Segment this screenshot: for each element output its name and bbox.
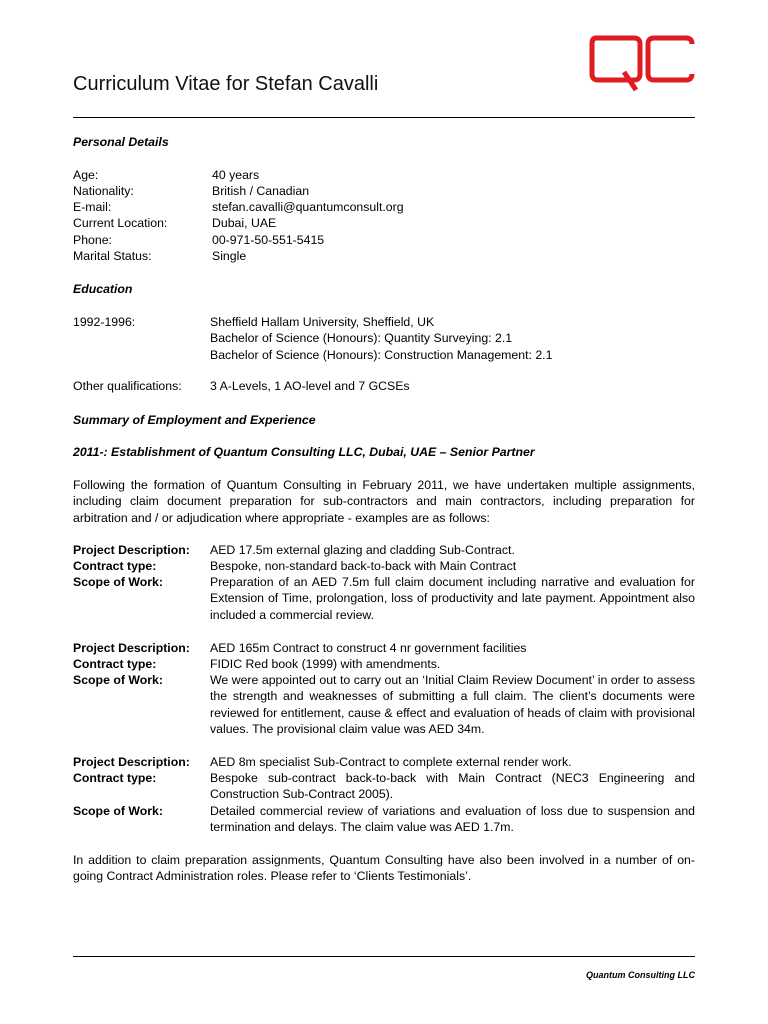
page-title: Curriculum Vitae for Stefan Cavalli <box>73 73 379 95</box>
project-description-label: Project Description: <box>73 543 190 557</box>
project-description-value: AED 165m Contract to construct 4 nr government facilities <box>210 641 527 655</box>
detail-label: Phone: <box>73 233 112 247</box>
education-heading: Education <box>73 282 133 296</box>
scope-of-work-label: Scope of Work: <box>73 804 163 818</box>
detail-value: Single <box>212 249 247 263</box>
education-period: 1992-1996: <box>73 315 136 329</box>
scope-of-work-label: Scope of Work: <box>73 575 163 589</box>
scope-of-work-value: Detailed commercial review of variations and evaluation of loss due to suspension and termination and delays. The claim value was AED 1.7m. <box>210 804 695 835</box>
personal-details-heading: Personal Details <box>73 135 169 149</box>
contract-type-value: FIDIC Red book (1999) with amendments. <box>210 657 441 671</box>
project-description-label: Project Description: <box>73 641 190 655</box>
detail-value: 00-971-50-551-5415 <box>212 233 325 247</box>
detail-value: Dubai, UAE <box>212 216 277 230</box>
contract-type-value: Bespoke, non-standard back-to-back with Main Contract <box>210 559 517 573</box>
other-qualifications-value: 3 A-Levels, 1 AO-level and 7 GCSEs <box>210 379 410 393</box>
footer-company: Quantum Consulting LLC <box>586 970 695 980</box>
employment-heading: Summary of Employment and Experience <box>73 413 316 427</box>
contract-type-label: Contract type: <box>73 657 157 671</box>
degree-line: Bachelor of Science (Honours): Construction Management: 2.1 <box>210 347 553 362</box>
education-details <box>210 314 552 363</box>
footer-divider <box>73 956 695 957</box>
contract-type-label: Contract type: <box>73 771 157 785</box>
detail-label: E-mail: <box>73 200 112 214</box>
role-heading: 2011-: Establishment of Quantum Consulting LLC, Dubai, UAE – Senior Partner <box>73 445 535 459</box>
scope-of-work-label: Scope of Work: <box>73 673 163 687</box>
employment-intro: Following the formation of Quantum Consulting in February 2011, we have undertaken multiple assignments, including claim document preparation for sub-contractors and main contractors, including preparation for arbitration and / or adjudication where appropriate - examples are as follows: <box>73 478 695 525</box>
project-description-value: AED 8m specialist Sub-Contract to complete external render work. <box>210 755 572 769</box>
detail-value: British / Canadian <box>212 184 310 198</box>
detail-value: 40 years <box>212 168 260 182</box>
other-qualifications-label: Other qualifications: <box>73 379 182 393</box>
project-description-value: AED 17.5m external glazing and cladding Sub-Contract. <box>210 543 515 557</box>
email-value: stefan.cavalli@quantumconsult.org <box>212 200 404 214</box>
closing-paragraph: In addition to claim preparation assignments, Quantum Consulting have also been involved in a number of on-going Contract Administration roles. Please refer to ‘Clients Testimonials’. <box>73 853 695 884</box>
university-line: Sheffield Hallam University, Sheffield, UK <box>210 315 435 329</box>
qc-logo <box>588 34 696 99</box>
contract-type-label: Contract type: <box>73 559 157 573</box>
detail-label: Current Location: <box>73 216 168 230</box>
degree-line: Bachelor of Science (Honours): Quantity Surveying: 2.1 <box>210 331 513 346</box>
project-description-label: Project Description: <box>73 755 190 769</box>
contract-type-value: Bespoke sub-contract back-to-back with Main Contract (NEC3 Engineering and Construction Sub-Contract 2005). <box>210 771 695 802</box>
detail-label: Marital Status: <box>73 249 152 263</box>
scope-of-work-value: Preparation of an AED 7.5m full claim document including narrative and evaluation for Extension of Time, prolongation, loss of productivity and late payment. Appointment also included a commercial review. <box>210 575 695 622</box>
detail-label: Age: <box>73 168 99 182</box>
header-divider <box>73 117 695 118</box>
detail-label: Nationality: <box>73 184 134 198</box>
scope-of-work-value: We were appointed out to carry out an ‘Initial Claim Review Document’ in order to assess the strength and weaknesses of submitting a full claim. The client’s documents were reviewed for entitlement, cause & effect and evaluation of heads of claim with provisional values. The provisional claim value was AED 34m. <box>210 673 695 736</box>
